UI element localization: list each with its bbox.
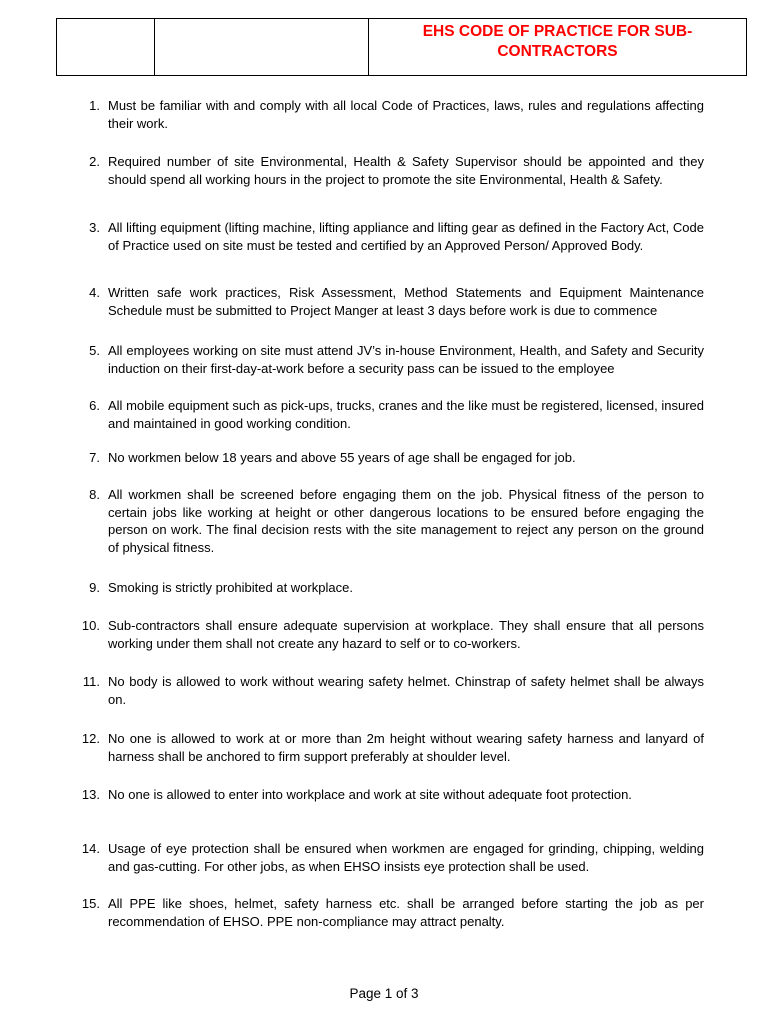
rule-text: Written safe work practices, Risk Assessment, Method Statements and Equipment Maintenance Schedule must be submitted to Project Manger at least 3 days before work is due to commence [108,285,704,318]
rule-number: 7. [89,450,100,465]
header-table [56,18,747,76]
rule-number: 14. [81,841,100,856]
header-cell-logo [57,19,155,76]
rule-text: Sub-contractors shall ensure adequate supervision at workplace. They shall ensure that all persons working under them shall not create any hazard to self or to co-workers. [108,618,704,651]
rule-item [81,617,704,652]
rule-number: 15. [81,896,100,911]
rule-number: 11. [82,674,100,689]
rule-number: 5. [89,343,100,358]
rule-number: 12. [81,731,100,746]
rule-number: 2. [89,154,100,169]
rule-number: 6. [89,398,100,413]
rule-text: All employees working on site must attend JV’s in-house Environment, Health, and Safety and Security induction on their first-day-at-work before a security pass can be issued to the employee [108,343,704,376]
header-cell-blank [155,19,369,76]
rule-text: Usage of eye protection shall be ensured when workmen are engaged for grinding, chipping, welding and gas-cutting. For other jobs, as when EHSO insists eye protection shall be used. [108,841,704,874]
rule-number: 10. [81,618,100,633]
rule-text: Must be familiar with and comply with all local Code of Practices, laws, rules and regulations affecting their work. [108,98,704,131]
rule-item [89,219,704,254]
rule-text: Smoking is strictly prohibited at workplace. [108,580,353,595]
rule-number: 3. [89,220,100,235]
page-number: Page 1 of 3 [349,986,419,1001]
rule-item [82,673,704,708]
header-cell-title [369,19,747,76]
rule-item [89,153,704,188]
rule-number: 9. [89,580,100,595]
rule-text: All lifting equipment (lifting machine, lifting appliance and lifting gear as defined in the Factory Act, Code of Practice used on site must be tested and certified by an Approved Person/ Approved Body. [108,220,704,253]
rule-number: 1. [89,98,100,113]
rule-text: No body is allowed to work without wearing safety helmet. Chinstrap of safety helmet shall be always on. [108,674,704,707]
rule-number: 4. [89,285,100,300]
rule-text: No one is allowed to enter into workplace and work at site without adequate foot protection. [108,787,632,802]
rule-item [89,97,704,132]
rule-text: All mobile equipment such as pick-ups, trucks, cranes and the like must be registered, licensed, insured and maintained in good working condition. [108,398,704,431]
rule-item [89,342,704,377]
rule-text: All PPE like shoes, helmet, safety harness etc. shall be arranged before starting the job as per recommendation of EHSO. PPE non-compliance may attract penalty. [108,896,704,929]
document-title [369,19,746,62]
rule-item [89,579,704,597]
rule-item [89,486,704,556]
rule-item [89,397,704,432]
rule-item [89,284,704,319]
document-title-line-2: CONTRACTORS [497,43,618,60]
rule-text: Required number of site Environmental, Health & Safety Supervisor should be appointed and they should spend all working hours in the project to promote the site Environmental, Health & Safety. [108,154,704,187]
rule-text: No one is allowed to work at or more than 2m height without wearing safety harness and lanyard of harness shall be anchored to firm support preferably at shoulder level. [108,731,704,764]
rule-text: No workmen below 18 years and above 55 years of age shall be engaged for job. [108,450,576,465]
rule-number: 8. [89,487,100,502]
rule-item [81,895,704,930]
rule-item [81,840,704,875]
rule-item [81,786,704,804]
rule-text: All workmen shall be screened before engaging them on the job. Physical fitness of the person to certain jobs like working at height or other dangerous locations to be ensured before engaging the person on work. The final decision rests with the site management to reject any person on the ground of physical fitness. [108,487,704,555]
document-title-line-1: EHS CODE OF PRACTICE FOR SUB- [422,23,693,40]
rule-item [89,449,704,467]
rule-item [81,730,704,765]
rule-number: 13. [81,787,100,802]
